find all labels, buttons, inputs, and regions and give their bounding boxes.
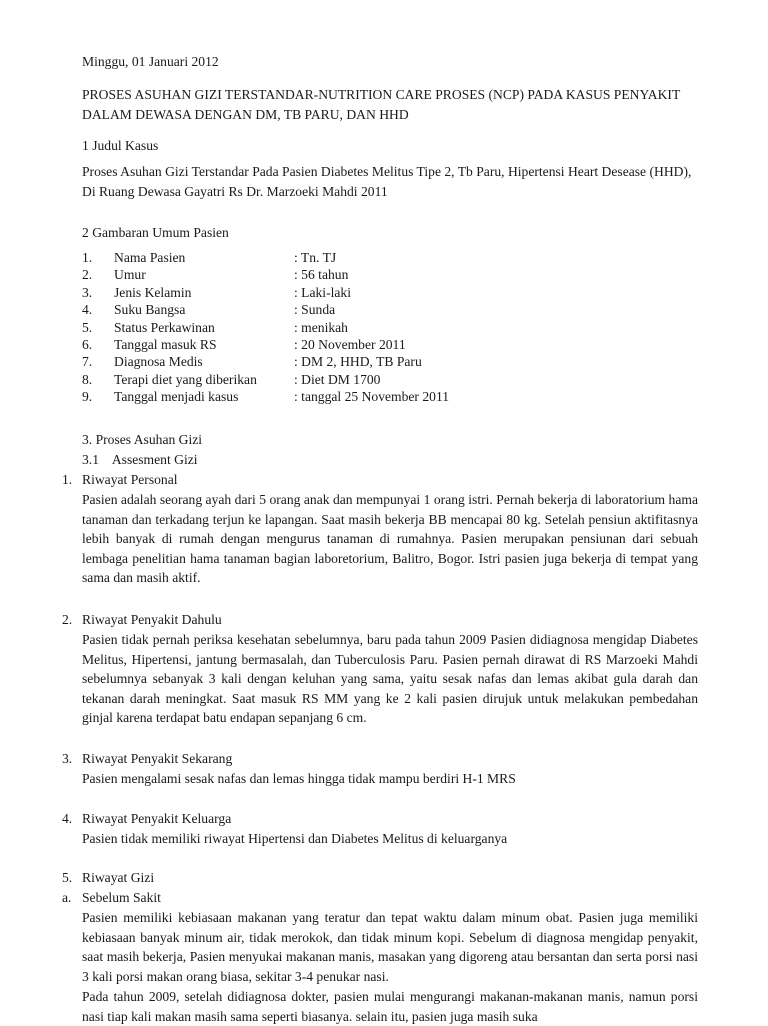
row-number: 9. [82, 389, 93, 405]
row-number: 7. [82, 354, 93, 370]
riwayat-personal-text: Pasien adalah seorang ayah dari 5 orang anak dan mempunyai 1 orang istri. Pernah bekerja di laboratorium hama tanaman dan terkadang terjun ke lapangan. Saat masih bekerja BB mencapai 80 kg. Setelah pensiun aktifitasnya lebih banyak di rumah dengan mengurus tanaman di rumahnya. Pasien merupakan pensiunan dari sebuah lembaga penelitian hama tanaman bagian laboretorium, Balitro, Bogor. Istri pasien juga bekerja di tempat yang sama dan masih aktif. [82, 492, 698, 585]
row-number: 1. [82, 250, 93, 265]
row-label: Tanggal menjadi kasus [114, 389, 239, 405]
row-label: Diagnosa Medis [114, 354, 203, 370]
riwayat-personal-heading: Riwayat Personal [82, 472, 178, 487]
row-number: 6. [82, 336, 93, 352]
section-2-heading: 2 Gambaran Umum Pasien [82, 225, 229, 240]
section-1-heading: 1 Judul Kasus [82, 138, 159, 153]
row-value: : 56 tahun [294, 267, 349, 283]
row-label: Suku Bangsa [114, 302, 186, 318]
row-value: : 20 November 2011 [294, 336, 406, 352]
row-value: : tanggal 25 November 2011 [294, 389, 450, 405]
sebelum-sakit-paragraph-2: Pada tahun 2009, setelah didiagnosa dokter, pasien mulai mengurangi makanan-makanan manis, namun porsi nasi tiap kali makan masih sama seperti biasanya. selain itu, pasien juga masih suka [82, 989, 698, 1024]
document-title: PROSES ASUHAN GIZI TERSTANDAR-NUTRITION CARE PROSES (NCP) PADA KASUS PENYAKIT DALAM DEWASA DENGAN DM, TB PARU, DAN HHD [82, 87, 680, 122]
row-value: : Tn. TJ [294, 250, 337, 265]
row-label: Status Perkawinan [114, 319, 215, 335]
patient-info-row [82, 284, 698, 301]
row-number: 8. [82, 371, 93, 387]
sebelum-sakit-paragraph-1: Pasien memiliki kebiasaan makanan yang teratur dan tepat waktu dalam minum obat. Pasien juga memiliki kebiasaan banyak minum air, tidak merokok, dan tidak minum kopi. Sebelum di diagnosa mengidap penyakit, saat masih bekerja, Pasien menyukai makanan manis, masakan yang digoreng atau bersantan dan serta porsi nasi 3 kali porsi makan orang biasa, sekitar 3-4 penukar nasi. [82, 910, 698, 984]
riwayat-penyakit-sekarang-text: Pasien mengalami sesak nafas dan lemas hingga tidak mampu berdiri H-1 MRS [82, 771, 516, 786]
riwayat-penyakit-keluarga-heading: Riwayat Penyakit Keluarga [82, 811, 232, 826]
riwayat-gizi-heading: Riwayat Gizi [82, 870, 155, 885]
row-number: 3. [82, 284, 93, 300]
riwayat-penyakit-dahulu-heading: Riwayat Penyakit Dahulu [82, 612, 222, 627]
section-3-1-heading: 3.1 Assesment Gizi [82, 452, 198, 467]
row-label: Umur [114, 267, 146, 283]
patient-info-row [82, 336, 698, 353]
row-label: Tanggal masuk RS [114, 336, 217, 352]
item-letter: a. [62, 890, 72, 905]
item-number: 2. [62, 612, 73, 627]
item-number: 3. [62, 751, 73, 766]
row-value: : DM 2, HHD, TB Paru [294, 354, 422, 370]
sebelum-sakit-heading: Sebelum Sakit [82, 890, 161, 905]
row-label: Jenis Kelamin [114, 284, 192, 300]
section-3-heading: 3. Proses Asuhan Gizi [82, 432, 203, 447]
patient-info-row [82, 371, 698, 388]
patient-info-row [82, 353, 698, 370]
row-label: Terapi diet yang diberikan [114, 371, 257, 387]
patient-info-row [82, 319, 698, 336]
patient-info-list [82, 249, 698, 406]
item-number: 4. [62, 811, 73, 826]
riwayat-penyakit-dahulu-text: Pasien tidak pernah periksa kesehatan sebelumnya, baru pada tahun 2009 Pasien didiagnosa mengidap Diabetes Melitus, Hipertensi, jantung bermasalah, dan Tuberculosis Paru. Pasien pernah dirawat di RS Marzoeki Mahdi sebelumnya sebanyak 3 kali dengan keluhan yang sama, yaitu sesak nafas dan lemas akibat gula darah dan tekanan darah meningkat. Saat masuk RS MM yang ke 2 kali pasien dirujuk untuk melakukan pembedahan ginjal karena terdapat batu endapan sepanjang 6 cm. [82, 632, 698, 725]
patient-info-row [82, 249, 698, 266]
row-label: Nama Pasien [114, 250, 186, 265]
patient-info-row [82, 301, 698, 318]
section-1-text: Proses Asuhan Gizi Terstandar Pada Pasien Diabetes Melitus Tipe 2, Tb Paru, Hipertensi Heart Desease (HHD), Di Ruang Dewasa Gayatri Rs Dr. Marzoeki Mahdi 2011 [82, 164, 692, 199]
riwayat-penyakit-sekarang-heading: Riwayat Penyakit Sekarang [82, 751, 233, 766]
row-value: : menikah [294, 319, 348, 335]
row-number: 2. [82, 267, 93, 283]
item-number: 1. [62, 472, 73, 487]
patient-info-row [82, 266, 698, 283]
row-value: : Diet DM 1700 [294, 371, 381, 387]
row-number: 5. [82, 319, 93, 335]
row-value: : Laki-laki [294, 284, 351, 300]
patient-info-row [82, 388, 698, 405]
row-value: : Sunda [294, 302, 336, 318]
row-number: 4. [82, 302, 93, 318]
item-number: 5. [62, 870, 73, 885]
document-date: Minggu, 01 Januari 2012 [82, 54, 219, 69]
riwayat-penyakit-keluarga-text: Pasien tidak memiliki riwayat Hipertensi dan Diabetes Melitus di keluarganya [82, 831, 508, 846]
